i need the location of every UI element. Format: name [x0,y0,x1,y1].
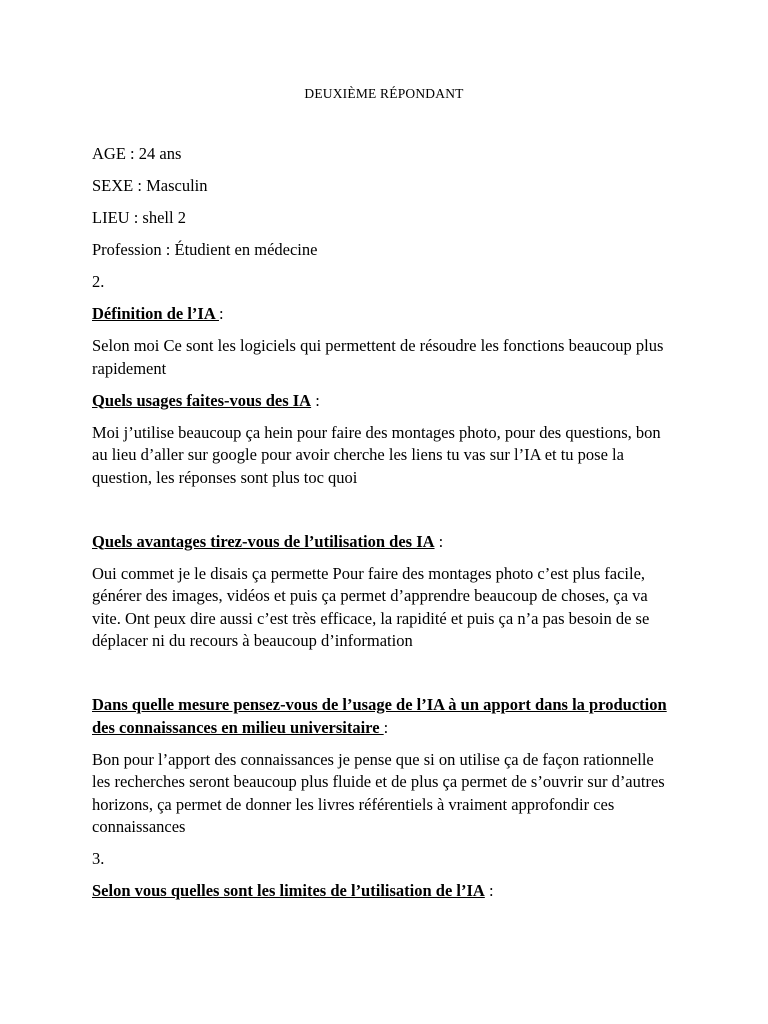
profile-sexe: SEXE : Masculin [92,176,208,195]
question-limites [92,880,672,903]
document-body [92,143,672,912]
section-number-2: 2. [92,272,105,291]
spacer [92,499,672,531]
question-suffix: : [484,881,494,900]
question-text: Selon vous quelles sont les limites de l’utilisation de l’IA [92,881,485,900]
question-suffix: : [218,304,224,323]
document-title: DEUXIÈME RÉPONDANT [304,86,464,101]
profile-lieu: LIEU : shell 2 [92,208,186,227]
question-text: Quels usages faites-vous des IA [92,390,312,410]
question-text: Dans quelle mesure pensez-vous de l’usage de l’IA à un apport dans la production des connaissances en milieu universitaire [92,695,667,737]
answer-definition: Selon moi Ce sont les logiciels qui permettent de résoudre les fonctions beaucoup plus rapidement [92,336,664,378]
question-apport [92,694,672,739]
profile-age: AGE : 24 ans [92,144,182,163]
section-number-3: 3. [92,849,105,868]
answer-avantages: Oui commet je le disais ça permette Pour faire des montages photo c’est plus facile, générer des images, vidéos et puis ça permet d’apprendre beaucoup de choses, ça va vite. Ont peux dire aussi c’est très efficace, la rapidité et puis ça n’a pas besoin de se déplacer ni du recours à beaucoup d’information [92,563,650,650]
profile-profession: Profession : Étudient en médecine [92,240,318,259]
question-definition [92,303,672,326]
question-text: Quels avantages tirez-vous de l’utilisation des IA [92,531,435,551]
question-usages [92,390,672,413]
question-text: Définition de l’IA [92,304,219,323]
question-suffix: : [311,390,320,410]
question-avantages [92,531,672,554]
spacer [92,662,672,694]
question-suffix: : [434,531,444,551]
answer-usages: Moi j’utilise beaucoup ça hein pour faire des montages photo, pour des questions, bon au lieu d’aller sur google pour avoir cherche les liens tu vas sur l’IA et tu pose la question, les réponses sont plus toc quoi [92,422,661,487]
answer-apport: Bon pour l’apport des connaissances je pense que si on utilise ça de façon rationnelle les recherches seront beaucoup plus fluide et de plus ça permet de s’ouvrir sur d’autres horizons, ça permet de donner les livres référentiels à vraiment approfondir ces connaissances [92,749,665,836]
question-suffix: : [383,717,389,737]
